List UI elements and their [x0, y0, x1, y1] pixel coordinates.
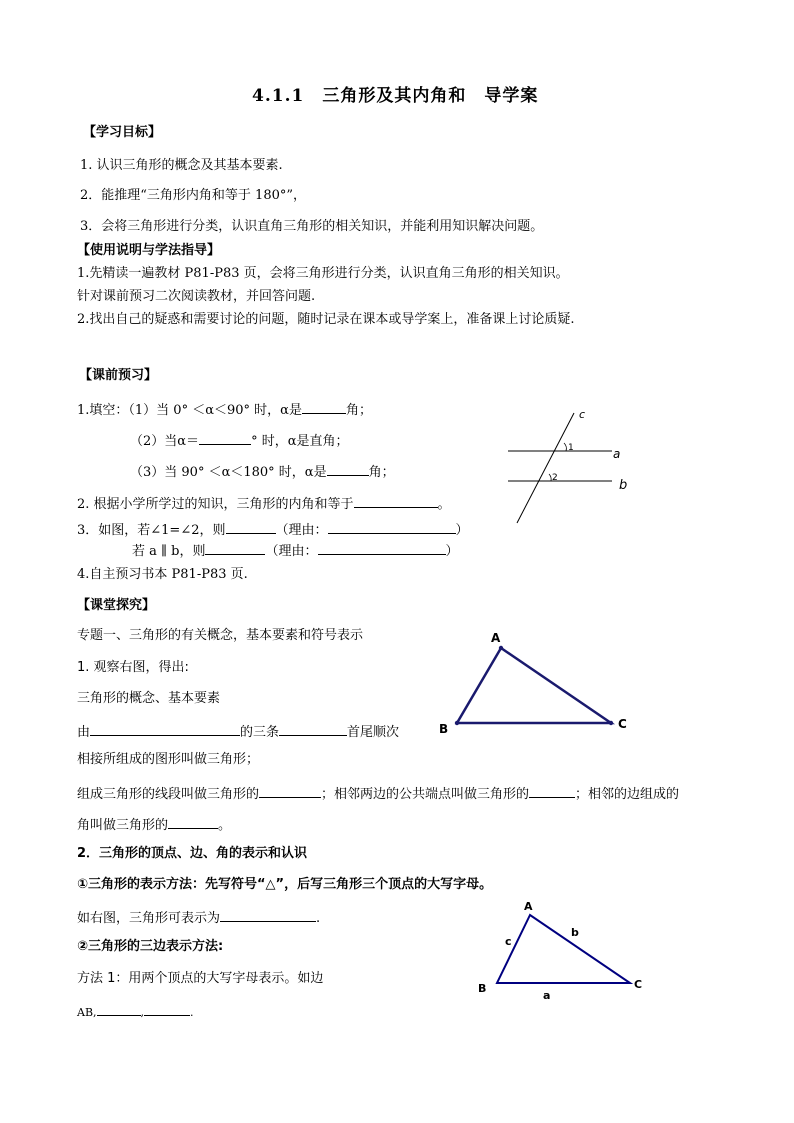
goal-item-3: 3．会将三角形进行分类，认识直角三角形的相关知识，并能利用知识解决问题。 — [80, 219, 544, 234]
label-angle-2: 2 — [552, 473, 558, 483]
label-c: c — [579, 408, 586, 421]
answer-blank[interactable] — [279, 722, 347, 736]
q1a-end: 角； — [345, 403, 372, 418]
answer-blank[interactable] — [226, 520, 276, 534]
answer-blank[interactable] — [205, 541, 265, 555]
reason-blank[interactable] — [318, 541, 446, 555]
text-by: 由 — [77, 725, 91, 740]
sides-example — [77, 1004, 194, 1021]
angle-1-arc — [564, 443, 566, 451]
concept-line-3 — [77, 784, 679, 803]
method-symbol: ①三角形的表示方法：先写符号“△”，后写三角形三个顶点的大写字母。 — [77, 877, 493, 892]
as-shown-line — [77, 908, 320, 927]
q1b-text: （2）当α＝ — [130, 434, 200, 449]
answer-blank[interactable] — [220, 908, 316, 922]
q2-text: 2. 根据小学所学过的知识，三角形的内角和等于 — [77, 497, 354, 512]
text-three: 的三条 — [240, 725, 280, 740]
text-as-shown: 如右图，三角形可表示为 — [77, 911, 221, 926]
vertex-b-dot — [455, 721, 459, 725]
topic-1: 专题一、三角形的有关概念，基本要素和符号表示 — [77, 628, 364, 643]
preview-q1a — [77, 400, 372, 419]
text-parts-2: ；相邻两边的公共端点叫做三角形的 — [321, 787, 530, 802]
vertex-b-label-2: B — [478, 982, 487, 995]
q1c-end: 角； — [368, 465, 395, 480]
answer-blank[interactable] — [168, 815, 218, 829]
q3b-reason: （理由： — [265, 544, 318, 559]
q3a-end: ） — [455, 523, 469, 538]
vertex-c-dot — [609, 721, 613, 725]
q3a-text: 3．如图，若∠1=∠2，则 — [77, 523, 226, 538]
q1c-text: （3）当 90° ＜α＜180° 时，α是 — [130, 465, 327, 480]
answer-blank[interactable] — [327, 462, 369, 476]
usage-line-3: 2.找出自己的疑惑和需要讨论的问题，随时记录在课本或导学案上，准备课上讨论质疑. — [77, 312, 575, 327]
preview-q3a — [77, 520, 469, 539]
text-parts-3: ；相邻的边组成的 — [575, 787, 680, 802]
concept-line-2: 相接所组成的图形叫做三角形； — [77, 752, 260, 767]
concept-heading: 三角形的概念、基本要素 — [77, 691, 221, 706]
answer-blank[interactable] — [529, 784, 575, 798]
triangle-abc-2 — [497, 915, 630, 983]
q3b-end: ） — [445, 544, 459, 559]
q2-end: 。 — [437, 497, 451, 512]
page-title: 4.1.1 三角形及其内角和 导学案 — [252, 86, 539, 106]
text-angle: 角叫做三角形的 — [77, 818, 169, 833]
text-parts-1: 组成三角形的线段叫做三角形的 — [77, 787, 260, 802]
side-a-label: a — [543, 989, 551, 1002]
answer-blank[interactable] — [259, 784, 321, 798]
vertex-c-label: C — [618, 717, 627, 731]
text-end-to-end: 首尾顺次 — [347, 725, 400, 740]
q1b-end: ° 时，α是直角； — [251, 434, 349, 449]
vertex-a-label-2: A — [524, 900, 533, 913]
transversal-c — [517, 413, 574, 523]
side-c-label: c — [505, 935, 512, 948]
preview-q3b — [132, 541, 459, 560]
angle-2-arc — [549, 474, 551, 481]
text-comma: , — [140, 1006, 145, 1019]
answer-blank[interactable] — [144, 1004, 190, 1016]
usage-line-1: 1.先精读一遍教材 P81-P83 页，会将三角形进行分类，认识直角三角形的相关知识。 — [77, 266, 569, 281]
preview-q1b — [130, 431, 348, 450]
label-a: a — [613, 447, 621, 461]
q3a-reason: （理由： — [275, 523, 328, 538]
triangle-abc-figure — [435, 625, 635, 745]
three-sides-heading: ②三角形的三边表示方法: — [77, 939, 224, 954]
vertex-a-label: A — [491, 631, 501, 645]
text-angle-end: 。 — [218, 818, 232, 833]
q1a-text: 1.填空：（1）当 0° ＜α＜90° 时，α是 — [77, 403, 302, 418]
observe-line: 1. 观察右图，得出: — [77, 660, 189, 675]
vertex-c-label-2: C — [634, 978, 643, 991]
topic-2: 2．三角形的顶点、边、角的表示和认识 — [77, 846, 308, 861]
usage-heading: 【使用说明与学法指导】 — [77, 243, 221, 258]
explore-heading: 【课堂探究】 — [77, 598, 156, 613]
triangle-abc-sides-figure — [470, 895, 650, 1005]
q3b-text: 若 a ∥ b，则 — [132, 544, 206, 559]
preview-heading: 【课前预习】 — [79, 368, 158, 383]
label-b: b — [619, 478, 628, 493]
triangle-abc — [457, 648, 611, 723]
label-angle-1: 1 — [568, 443, 574, 453]
text-period: . — [316, 911, 321, 926]
answer-blank[interactable] — [90, 722, 240, 736]
vertex-a-dot — [499, 646, 503, 650]
answer-blank[interactable] — [302, 400, 346, 414]
side-b-label: b — [571, 926, 579, 939]
preview-q2 — [77, 494, 451, 513]
goal-item-1: 1. 认识三角形的概念及其基本要素. — [80, 158, 283, 173]
reason-blank[interactable] — [328, 520, 456, 534]
text-ab: AB, — [77, 1006, 97, 1019]
text-end: . — [190, 1006, 194, 1019]
concept-line-1 — [77, 722, 399, 741]
vertex-b-label: B — [439, 722, 449, 736]
concept-line-4 — [77, 815, 231, 834]
answer-blank[interactable] — [199, 431, 251, 445]
usage-line-2: 针对课前预习二次阅读教材，并回答问题. — [77, 289, 316, 304]
goals-heading: 【学习目标】 — [83, 125, 162, 140]
preview-q4: 4.自主预习书本 P81-P83 页. — [77, 567, 248, 582]
method-1: 方法 1：用两个顶点的大写字母表示。如边 — [77, 971, 324, 986]
parallel-lines-figure — [500, 405, 640, 530]
goal-item-2: 2．能推理“三角形内角和等于 180°”， — [80, 188, 307, 203]
answer-blank[interactable] — [97, 1004, 141, 1016]
answer-blank[interactable] — [354, 494, 438, 508]
preview-q1c — [130, 462, 395, 481]
